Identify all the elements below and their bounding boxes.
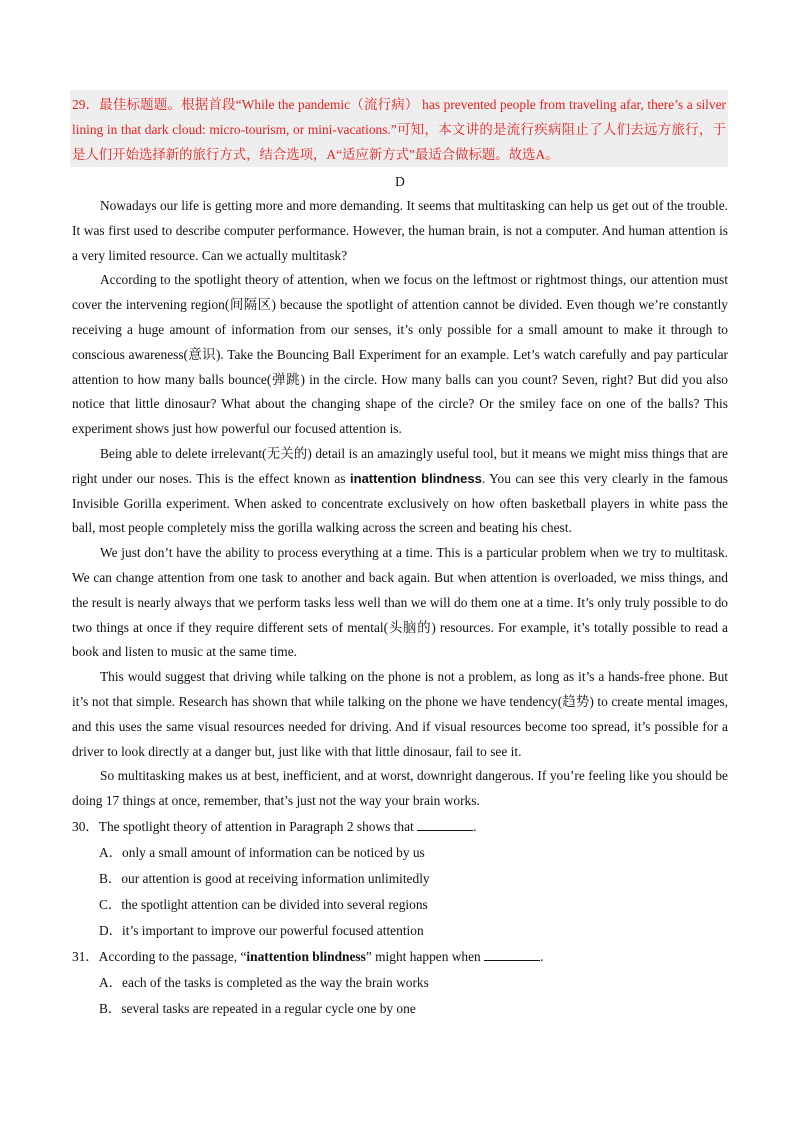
answer-explanation-29 (70, 90, 728, 167)
paragraph-3-text-start: Being able to delete irrelevant(无关的) detail is an amazingly useful tool, but it means we might miss things that are right under our noses. This is the effect known as (72, 445, 728, 486)
question-30-option-a: A．only a small amount of information can be noticed by us (99, 844, 425, 860)
question-31-option-a: A．each of the tasks is completed as the way the brain works (99, 974, 429, 990)
passage-paragraph-5: This would suggest that driving while talking on the phone is not a problem, as long as it’s a hands-free phone. But it’s not that simple. Research has shown that while talking on the phone we have tendency(趋势) to create mental images, and this uses the same visual resources needed for driving. And if visual resources become too spread, it’s possible for a driver to look directly at a danger but, just like with that little dinosaur, fail to see it. (72, 669, 728, 759)
question-30-option-c: C．the spotlight attention can be divided into several regions (99, 896, 428, 912)
passage-paragraph-4: We just don’t have the ability to process everything at a time. This is a particular problem when we try to multitask. We can change attention from one task to another and back again. But when attention is overloaded, we miss things, and the result is nearly always that we perform tasks less well than we will do them one at a time. It’s only truly possible to do two things at once if they require different sets of mental(头脑的) resources. For example, it’s totally possible to read a book and listen to music at the same time. (72, 545, 728, 660)
question-30-stem (72, 814, 728, 840)
question-30-end: . (473, 818, 477, 834)
section-heading: D (395, 174, 405, 189)
question-31-option-b: B．several tasks are repeated in a regular cycle one by one (99, 1000, 416, 1016)
question-31-text-start: 31．According to the passage, “ (72, 948, 247, 964)
paragraph-3-bold-term: inattention blindness (350, 470, 482, 486)
question-30-option-d: D．it’s important to improve our powerful focused attention (99, 922, 424, 938)
question-30-blank (417, 818, 473, 831)
question-31-blank (484, 948, 540, 961)
passage-paragraph-1: Nowadays our life is getting more and more demanding. It seems that multitasking can help us get out of the trouble. It was first used to describe computer performance. However, the human brain, is not a computer. And human attention is a very limited resource. Can we actually multitask? (72, 198, 728, 263)
question-31-text-end: ” might happen when (365, 948, 485, 964)
paragraph-3-text-end: . You can see this very clearly in the famous Invisible Gorilla experiment. When asked to concentrate exclusively on how often basketball players in white pass the ball, most people completely miss the gorilla walking across the screen and beating his chest. (72, 470, 728, 536)
question-31-stem (72, 944, 728, 970)
question-31-bold-term: inattention blindness (246, 948, 366, 964)
passage-paragraph-2: According to the spotlight theory of attention, when we focus on the leftmost or rightmost things, our attention must cover the intervening region(间隔区) because the spotlight of attention cannot be divided. Even though we’re constantly receiving a huge amount of information from our senses, it’s only possible for a small amount to make it through to conscious awareness(意识). Take the Bouncing Ball Experiment for an example. Let’s watch carefully and pay particular attention to how many balls bounce(弹跳) in the circle. How many balls can you count? Seven, right? But did you also notice that little dinosaur? What about the changing shape of the circle? Or the smiley face on one of the balls? This experiment shows just how powerful our focused attention is. (72, 272, 728, 437)
passage-paragraph-6: So multitasking makes us at best, inefficient, and at worst, downright dangerous. If you’re feeling like you should be doing 17 things at once, remember, that’s just not the way your brain works. (72, 768, 728, 809)
answer-explanation-text: 29．最佳标题题。根据首段“While the pandemic（流行病） has prevented people from traveling afar, there’s a silver lining in that dark cloud: micro-tourism, or mini-vacations.”可知，本文讲的是流行疾病阻止了人们去远方旅行，于是人们开始选择新的旅行方式，结合选项，A“适应新方式”最适合做标题。故选A。 (72, 97, 726, 162)
passage-paragraph-3 (72, 442, 728, 541)
question-30-option-b: B．our attention is good at receiving information unlimitedly (99, 870, 430, 886)
question-31-end: . (540, 948, 544, 964)
question-30-text: 30．The spotlight theory of attention in Paragraph 2 shows that (72, 818, 418, 834)
document-page (72, 90, 728, 1022)
